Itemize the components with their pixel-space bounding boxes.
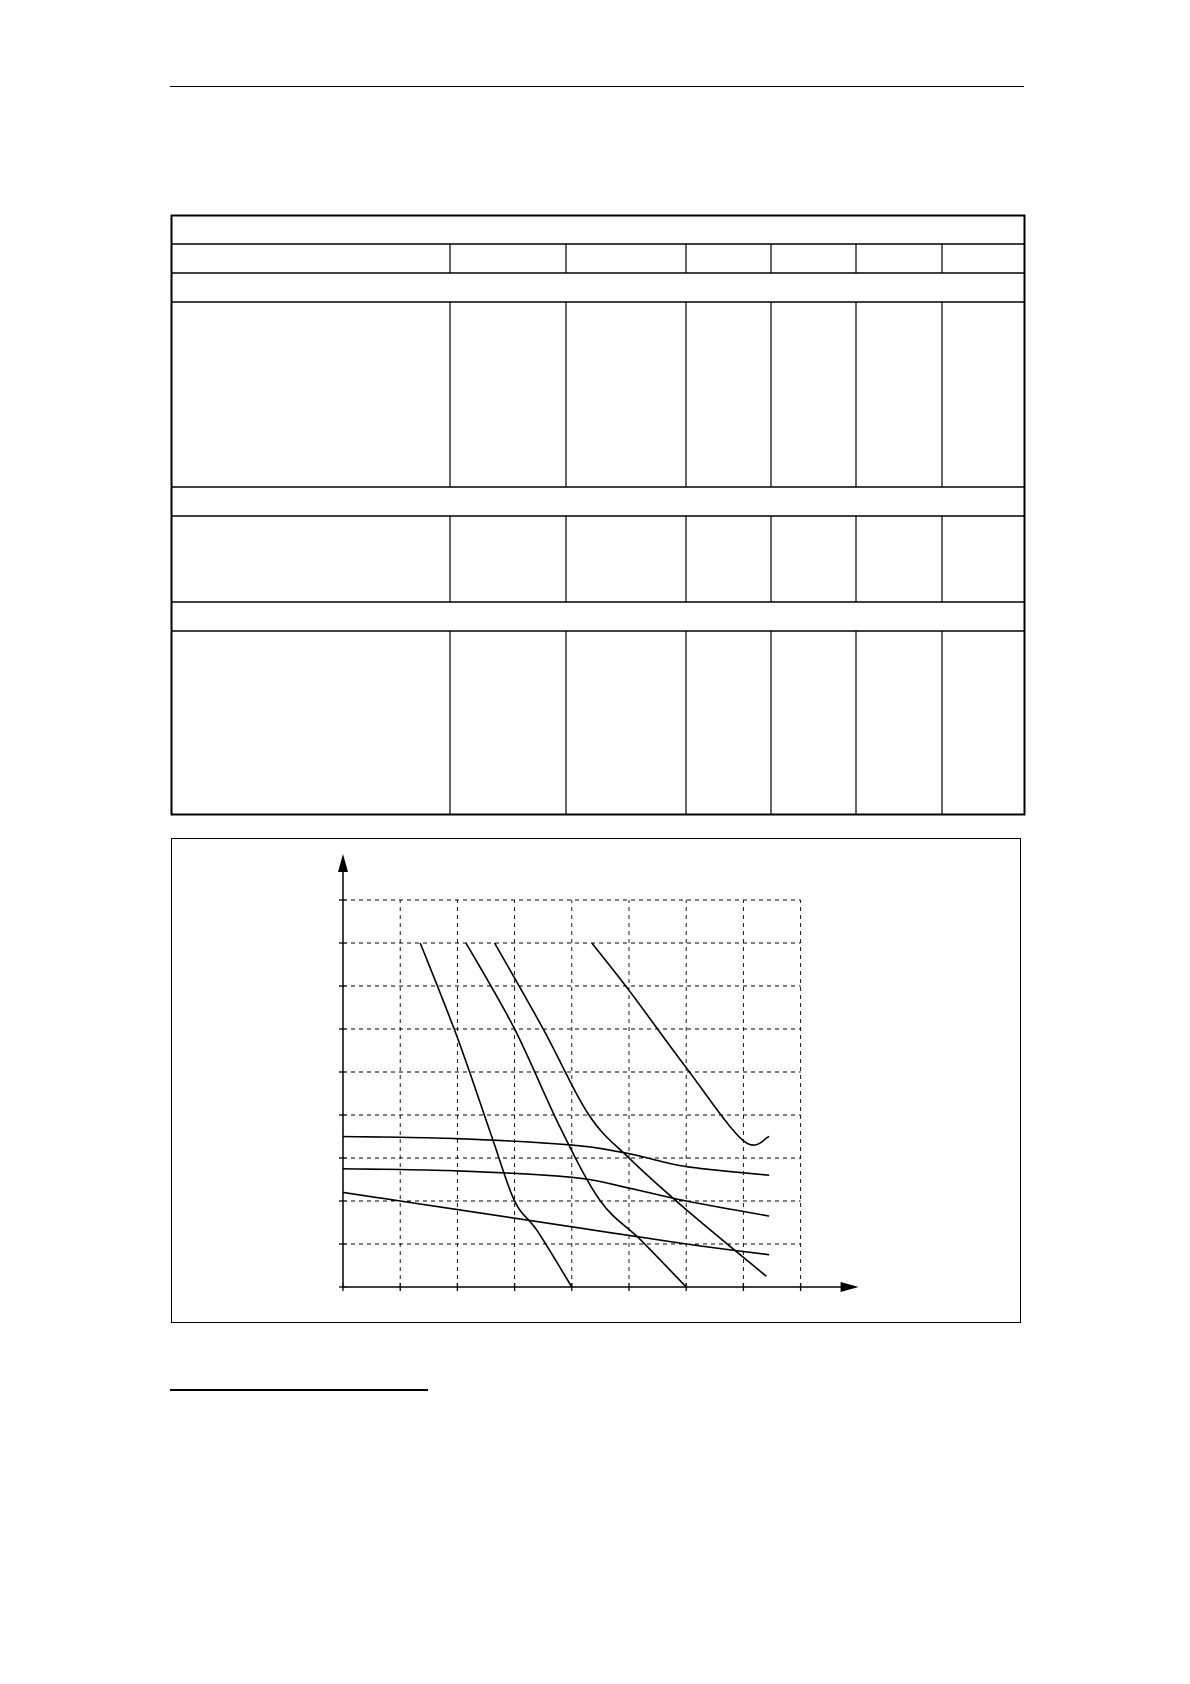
series-line-7 — [343, 1192, 769, 1254]
table-frame — [172, 216, 1025, 815]
column-dividers — [450, 244, 942, 815]
series-line-6 — [343, 1169, 769, 1216]
x-axis-arrow — [841, 1282, 859, 1292]
footnote-rule — [170, 1389, 428, 1391]
line-chart — [172, 839, 1022, 1324]
chart-frame — [171, 838, 1021, 1323]
chart-axes — [338, 854, 859, 1292]
y-axis-arrow — [338, 854, 348, 872]
chart-grid — [343, 900, 801, 1287]
spec-table — [0, 0, 1190, 830]
